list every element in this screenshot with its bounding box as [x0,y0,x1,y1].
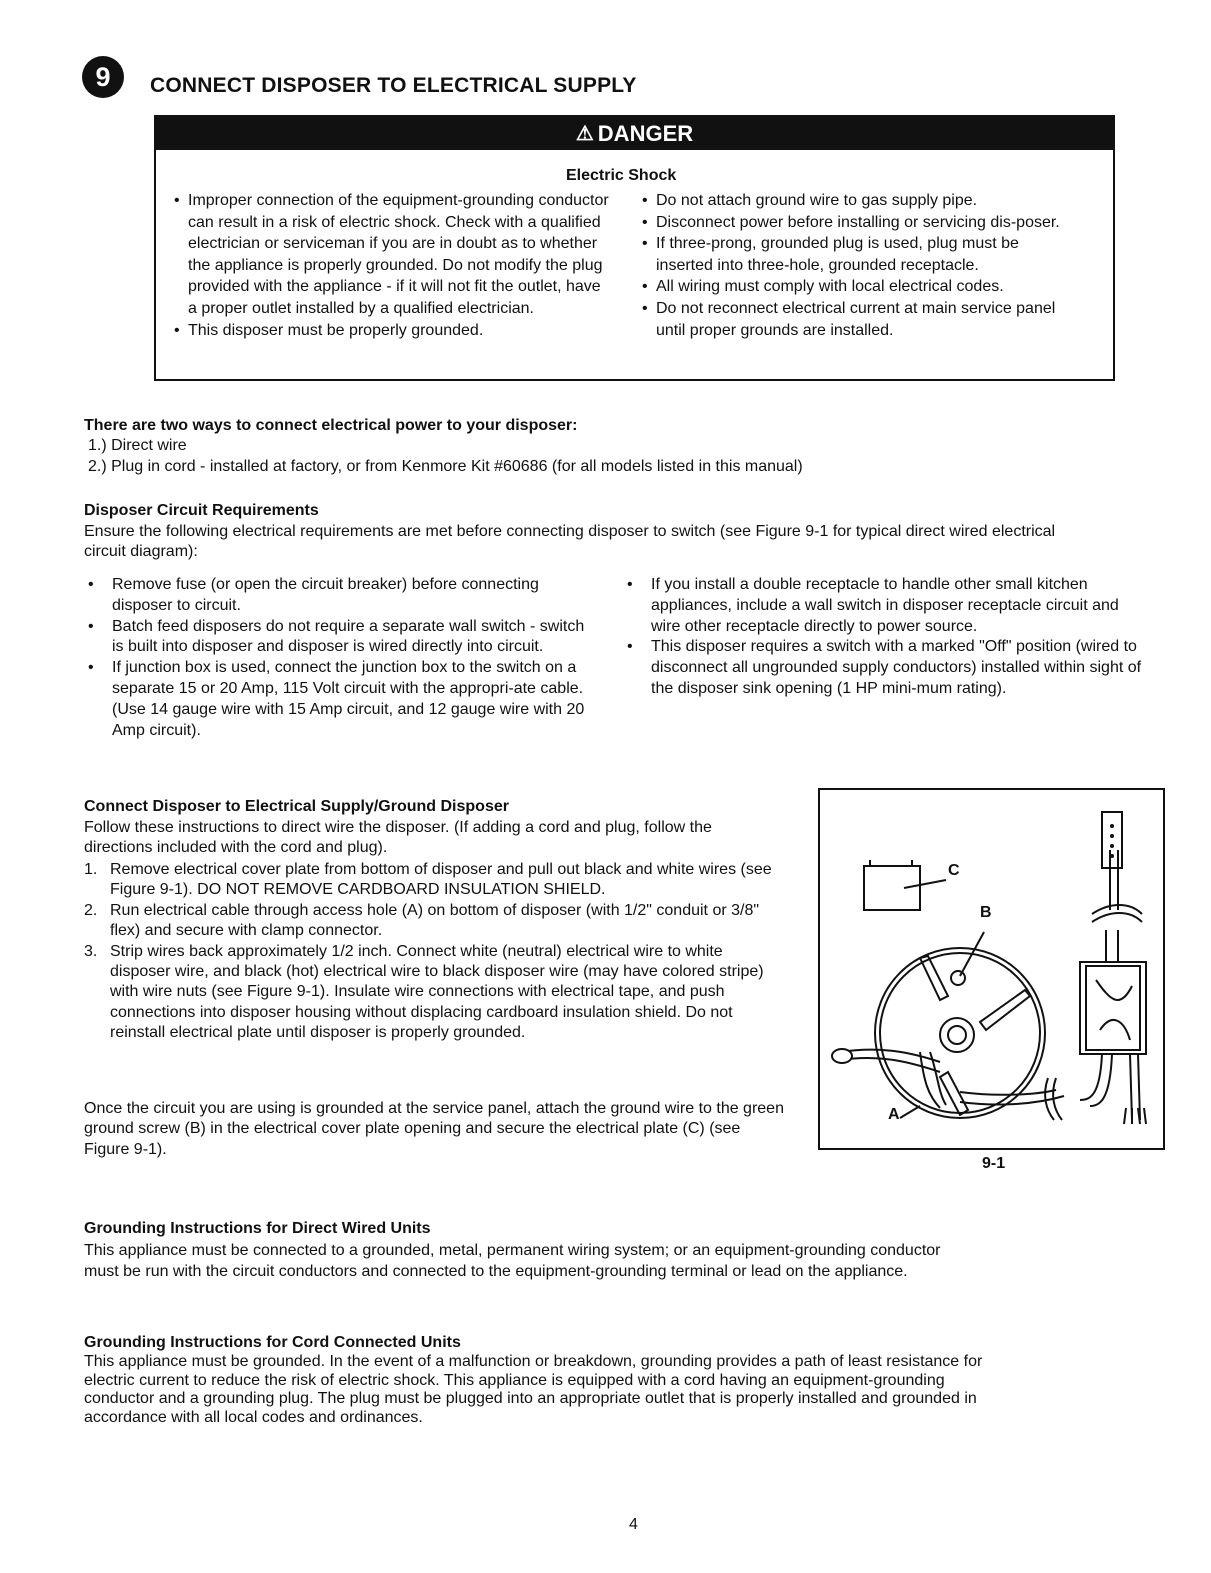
circuit-intro: Ensure the following electrical requirements are met before connecting disposer to switch (see Figure 9-1 for typical direct wired electrical circuit diagram): [84,523,1056,560]
danger-item: • If three-prong, grounded plug is used, plug must be inserted into three-hole, grounded receptacle. [640,233,1080,276]
connect-closing: Once the circuit you are using is grounded at the service panel, attach the ground wire to the green ground screw (B) in the electrical cover plate opening and secure the electrical plate (C) (see Figure 9-1). [84,1100,784,1158]
step-number: 3. [84,942,98,960]
circuit-left-list [86,575,596,741]
figure-caption: 9-1 [982,1155,1006,1172]
connect-steps [84,860,784,1044]
circuit-right-list [625,575,1150,700]
danger-box [154,115,1115,381]
grounding-direct-body: This appliance must be connected to a grounded, metal, permanent wiring system; or an equipment-grounding conductor must be run with the circuit conductors and connected to the equipment-grounding terminal or lead on the appliance. [84,1242,941,1280]
list-item: • Remove fuse (or open the circuit breaker) before connecting disposer to circuit. [86,575,596,617]
wiring-diagram-illustration [820,790,1163,1148]
step-number: 1. [84,861,98,878]
list-item: • Batch feed disposers do not require a separate wall switch - switch is built into disposer and disposer is wired directly into circuit. [86,617,596,659]
figure-9-1 [818,788,1165,1150]
list-item: • This disposer requires a switch with a marked "Off" position (wired to disconnect all ungrounded supply conductors) installed within sight of the disposer sink opening (1 HP mini-mum rating). [625,637,1150,699]
step-text: Remove electrical cover plate from bottom of disposer and pull out black and white wires (see Figure 9-1). DO NOT REMOVE CARDBOARD INSULATION SHIELD. [110,861,772,899]
list-item: • If junction box is used, connect the junction box to the switch on a separate 15 or 20 Amp, 115 Volt circuit with the appropri-ate cable. (Use 14 gauge wire with 15 Amp circuit, and 12 gauge wire with 20 Amp circuit). [86,658,596,741]
danger-header-bar [156,117,1113,150]
connect-intro: Follow these instructions to direct wire the disposer. (If adding a cord and plug, follow the directions included with the cord and plug). [84,819,712,857]
page-number: 4 [629,1516,638,1533]
ways-item: 1.) Direct wire [88,437,187,454]
danger-label-text: DANGER [597,120,694,146]
danger-right-column [640,190,1080,341]
grounding-direct-heading: Grounding Instructions for Direct Wired Units [84,1220,431,1237]
danger-left-column [172,190,612,341]
step-number-badge: 9 [82,56,124,98]
figure-label-c: C [948,862,960,879]
grounding-cord-body: This appliance must be grounded. In the event of a malfunction or breakdown, grounding provides a path of least resistance for electric current to reduce the risk of electric shock. This appliance is equipped with a cord having an equipment-grounding conductor and a grounding plug. The plug must be plugged into an appropriate outlet that is properly installed and grounded in accordance with all local codes and ordinances. [84,1353,983,1426]
list-item: • If you install a double receptacle to handle other small kitchen appliances, include a wall switch in disposer receptacle circuit and wire other receptacle directly to power source. [625,575,1150,637]
danger-item: • Do not reconnect electrical current at main service panel until proper grounds are installed. [640,298,1080,341]
grounding-cord-heading: Grounding Instructions for Cord Connected Units [84,1334,461,1351]
danger-item: • Improper connection of the equipment-grounding conductor can result in a risk of electric shock. Check with a qualified electrician or serviceman if you are in doubt as to whether the appliance is properly grounded. Do not modify the plug provided with the appliance - if it will not fit the outlet, have a proper outlet installed by a qualified electrician. [172,190,612,320]
danger-item: • All wiring must comply with local electrical codes. [640,276,1080,298]
danger-item: • This disposer must be properly grounded. [172,320,612,342]
page-title: CONNECT DISPOSER TO ELECTRICAL SUPPLY [150,74,637,97]
step-text: Strip wires back approximately 1/2 inch. Connect white (neutral) electrical wire to white disposer wire, and black (hot) electrical wire to black disposer wire (may have colored stripe) with wire nuts (see Figure 9-1). Insulate wire connections with electrical tape, and push connections into disposer housing without displacing cardboard insulation shield. Do not reinstall electrical plate until disposer is properly grounded. [110,942,764,1042]
step-item [84,901,784,942]
danger-item: • Do not attach ground wire to gas supply pipe. [640,190,1080,212]
step-number: 2. [84,901,98,919]
ways-item: 2.) Plug in cord - installed at factory, or from Kenmore Kit #60686 (for all models listed in this manual) [88,458,803,475]
danger-item: • Disconnect power before installing or servicing dis-poser. [640,212,1080,234]
danger-subtitle: Electric Shock [566,167,677,184]
ways-heading: There are two ways to connect electrical power to your disposer: [84,417,578,434]
figure-label-b: B [980,904,992,921]
warning-triangle-icon: ⚠ [575,122,594,145]
junction-box-shape [1086,966,1140,1050]
step-item [84,860,784,901]
step-item [84,942,784,1044]
step-text: Run electrical cable through access hole (A) on bottom of disposer (with 1/2" conduit or 3/8" flex) and secure with clamp connector. [110,901,760,940]
circuit-heading: Disposer Circuit Requirements [84,502,319,519]
connect-heading: Connect Disposer to Electrical Supply/Ground Disposer [84,798,509,815]
figure-label-a: A [888,1106,900,1123]
cover-plate-shape [864,866,920,910]
danger-label [576,121,693,147]
